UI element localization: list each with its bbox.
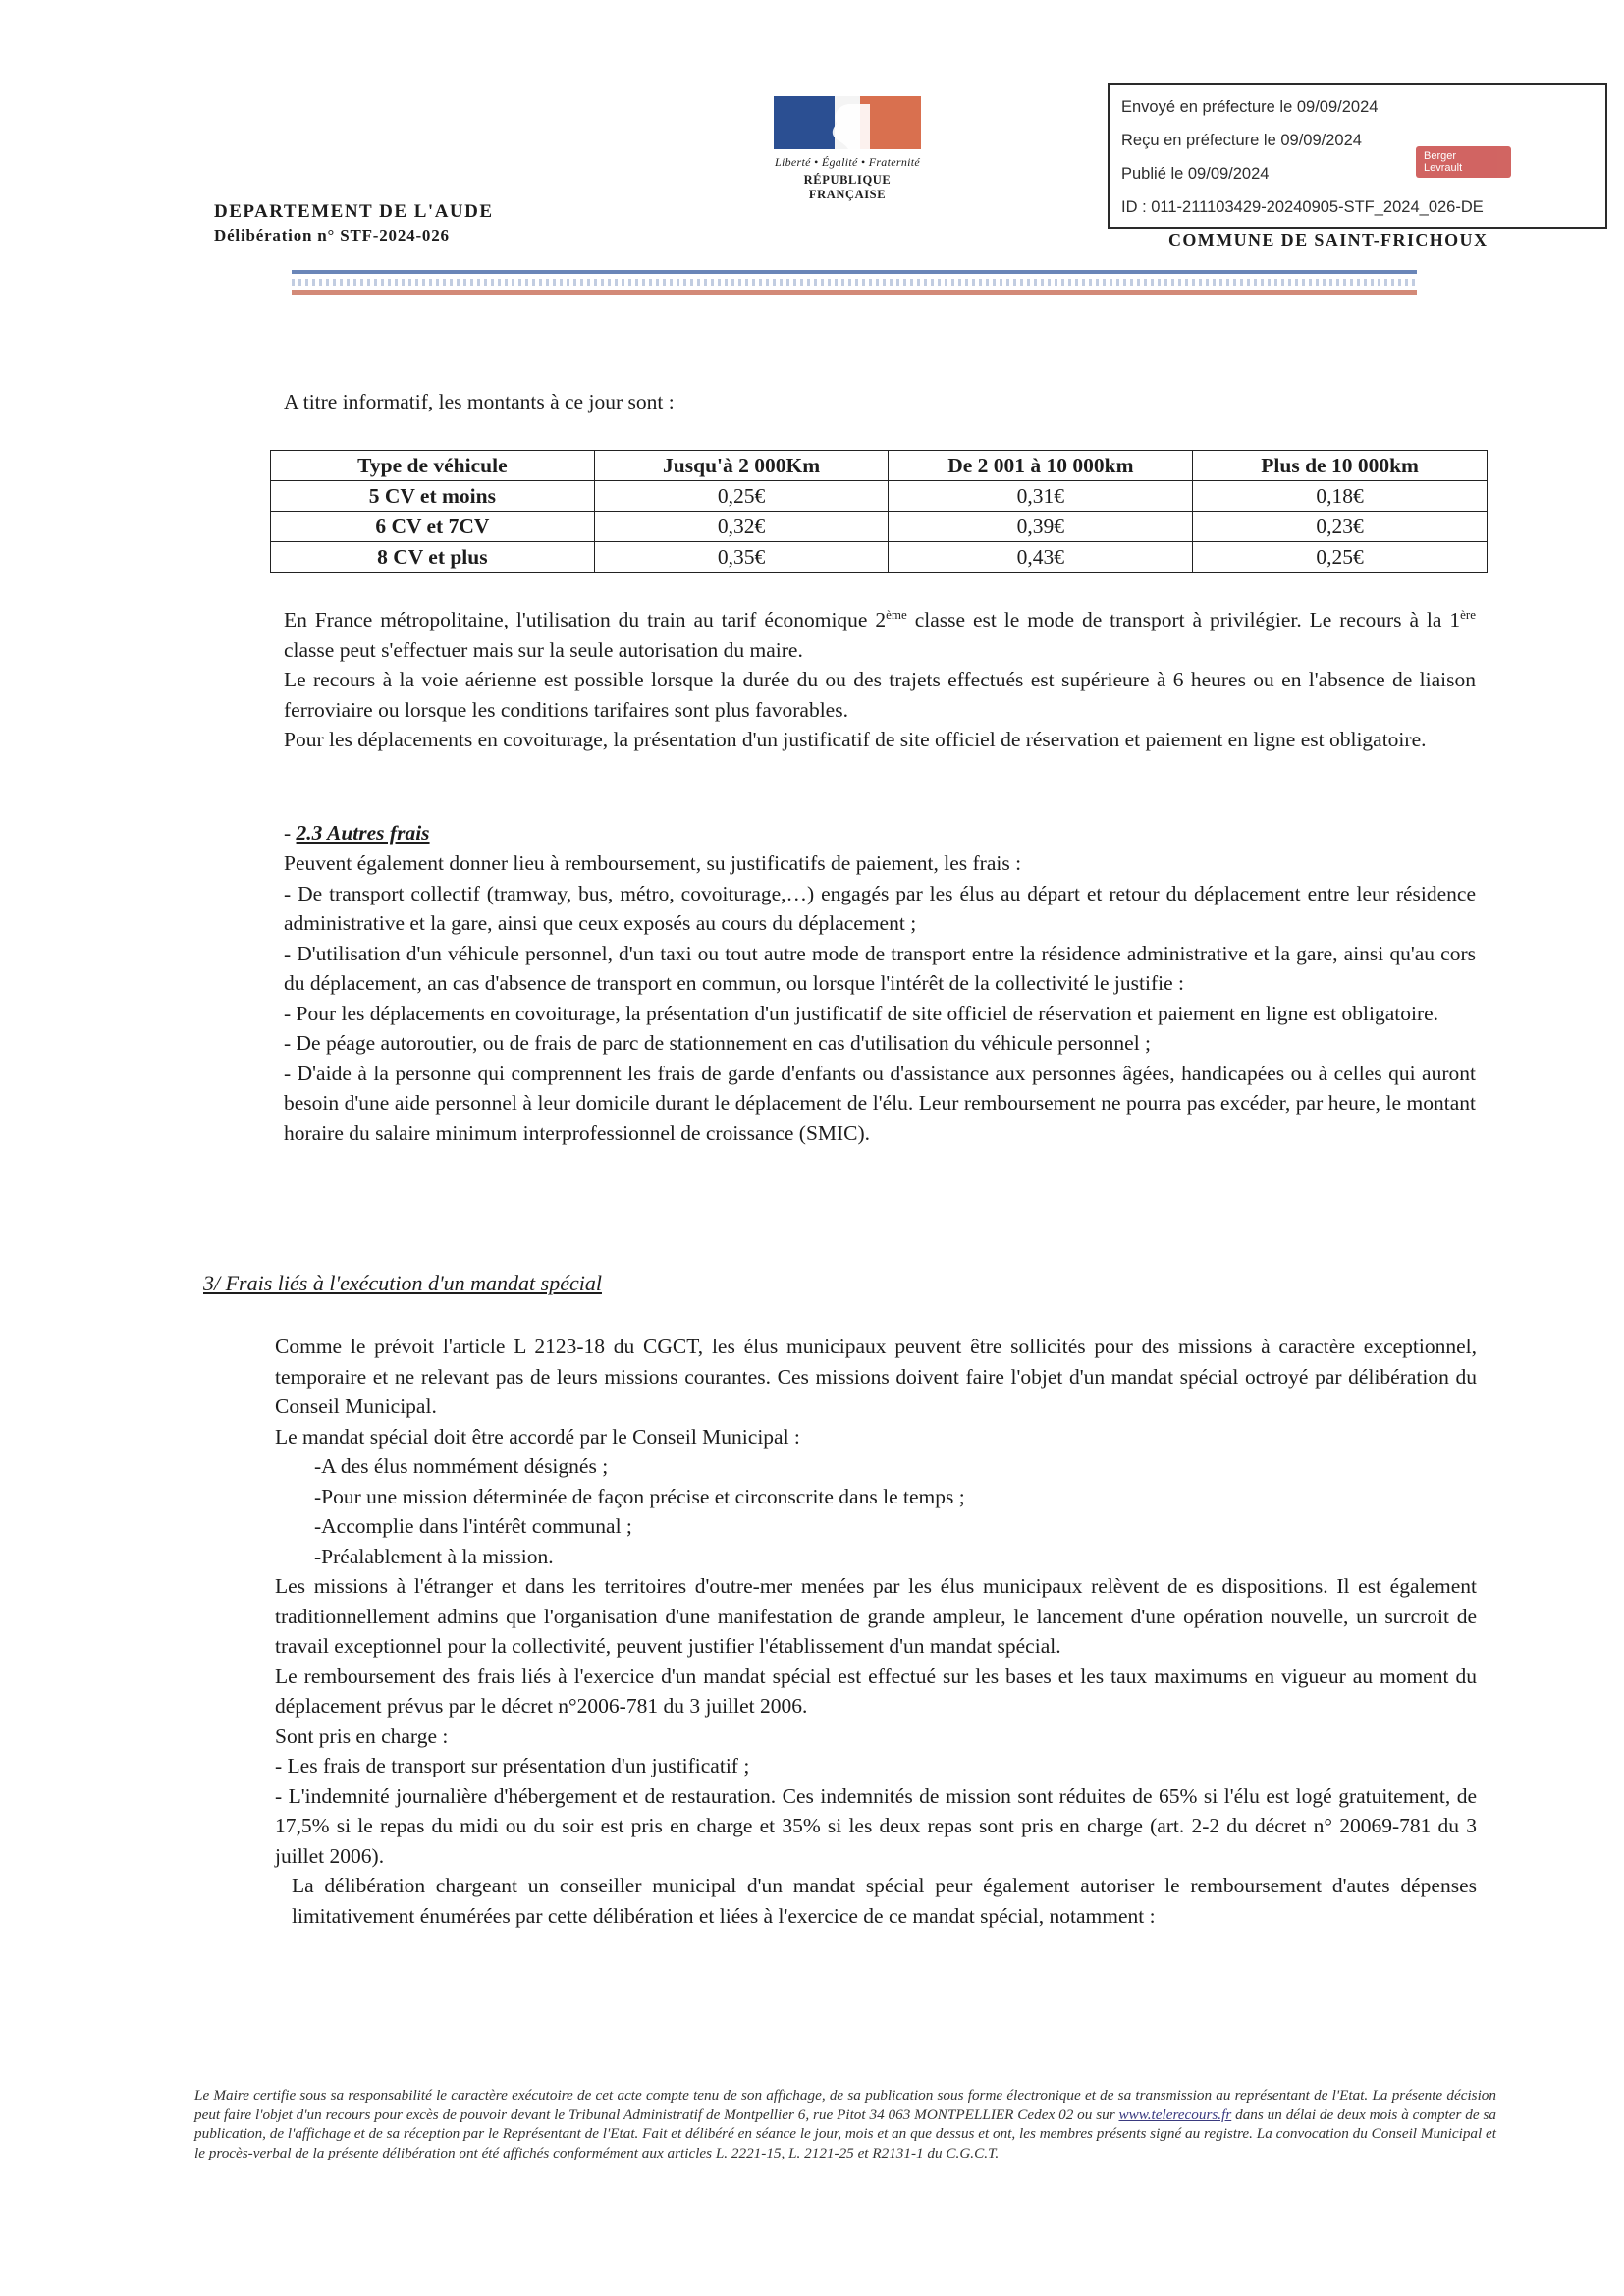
deliberation-paragraph: La délibération chargeant un conseiller municipal d'un mandat spécial peur également autoriser le remboursement d'autes dépenses limitativement énumérées par cette délibération et liées à l'exercice de ce mandat spécial, notamment : (292, 1874, 1477, 1928)
rate-cell: 0,32€ (594, 512, 889, 542)
list-item: - L'indemnité journalière d'hébergement et de restauration. Ces indemnités de mission sont réduites de 65% si l'élu est logé gratuitement, de 17,5% si le repas du midi ou du soir est pris en charge et 35% si les deux repas sont pris en charge (art. 2-2 du décret n° 20069-781 du 3 juillet 2006). (275, 1783, 1477, 1868)
section-2-3-heading (284, 818, 430, 848)
table-header-row (271, 451, 1488, 481)
heading-dash: - (284, 821, 297, 845)
marianne-flag-icon (774, 96, 921, 149)
section-2-3-intro: Peuvent également donner lieu à remboursement, su justificatifs de paiement, les frais : (284, 851, 1022, 875)
rate-cell: 0,23€ (1193, 512, 1488, 542)
logo-text-1: Berger (1424, 150, 1457, 162)
air-paragraph: Le recours à la voie aérienne est possible lorsque la durée du ou des trajets effectués est supérieure à 6 heures ou en l'absence de liaison ferroviaire ou lorsque les conditions tarifaires sont plus favorables. (284, 668, 1476, 722)
section-3-heading: 3/ Frais liés à l'exécution d'un mandat spécial (203, 1271, 602, 1295)
rate-cell: 0,43€ (889, 542, 1193, 573)
republique-francaise-logo (774, 96, 921, 202)
list-item: -Accomplie dans l'intérêt communal ; (314, 1514, 632, 1538)
table-row (271, 542, 1488, 573)
logo-text-2: Levrault (1424, 162, 1463, 174)
act-id: ID : 011-211103429-20240905-STF_2024_026-DE (1121, 198, 1484, 216)
covered-intro: Sont pris en charge : (275, 1723, 449, 1748)
list-item: - D'aide à la personne qui comprennent les frais de garde d'enfants ou d'assistance aux personnes âgées, handicapées ou à celles qui auront besoin d'une aide personnel à leur domicile durant le déplacement de l'élu. Leur remboursement ne pourra pas excéder, par heure, le montant horaire du salaire minimum interprofessionnel de croissance (SMIC). (284, 1061, 1476, 1145)
train-text-b: classe est le mode de transport à privilégier. Le recours à la 1 (906, 608, 1461, 631)
vehicle-type-cell: 6 CV et 7CV (271, 512, 595, 542)
header-vehicle-type: Type de véhicule (271, 451, 595, 481)
train-paragraph (284, 605, 1476, 665)
header-over-10000: Plus de 10 000km (1193, 451, 1488, 481)
rate-cell: 0,25€ (1193, 542, 1488, 573)
mandate-granting: Le mandat spécial doit être accordé par le Conseil Municipal : (275, 1424, 800, 1449)
reimbursement-basis: Le remboursement des frais liés à l'exercice d'un mandat spécial est effectué sur les bases et les taux maximums en vigueur au moment du déplacement prévus par le décret n°2006-781 du 3 juillet 2006. (275, 1664, 1477, 1718)
list-item: - D'utilisation d'un véhicule personnel, d'un taxi ou tout autre mode de transport entre la résidence administrative et la gare, ainsi qu'au cors du déplacement, an cas d'absence de transport en commun, ou lorsque l'intérêt de la collectivité le justifie : (284, 941, 1476, 995)
list-item: -A des élus nommément désignés ; (314, 1454, 609, 1478)
vehicle-type-cell: 5 CV et moins (271, 481, 595, 512)
superscript-ere: ère (1460, 606, 1476, 622)
header-up-to-2000: Jusqu'à 2 000Km (594, 451, 889, 481)
header-2001-10000: De 2 001 à 10 000km (889, 451, 1193, 481)
footer-text-b: dans un délai de deux mois à compter de sa publication, de l'affichage et de sa réception par le Représentant de l'Etat. Fait et délibéré en séance le jour, mois et an que dessus et ont, les membres présents signé au registre. La convocation du Conseil Municipal et le procès-verbal de la présente délibération ont été affichés conformément aux articles L. 2221-15, L. 2121-25 et R2131-1 du C.G.C.T. (194, 2105, 1496, 2161)
legal-footer (194, 2086, 1496, 2162)
list-item: - Pour les déplacements en covoiturage, la présentation d'un justificatif de site officiel de réservation et paiement en ligne est obligatoire. (284, 1001, 1439, 1025)
missions-abroad: Les missions à l'étranger et dans les territoires d'outre-mer menées par les élus municipaux relèvent de es dispositions. Il est également traditionnellement admins que l'organisation d'une manifestation de grande ampleur, le lancement d'une opération nouvelle, un surcroit de travail exceptionnel pour la collectivité, peuvent justifier l'établissement d'un mandat spécial. (275, 1574, 1477, 1658)
table-row (271, 512, 1488, 542)
footer-text-a: Le Maire certifie sous sa responsabilité le caractère exécutoire de cet acte compte tenu de son affichage, de sa publication sous forme électronique et de sa transmission au représentant de l'Etat. La présente décision peut faire l'objet d'un recours pour excès de pouvoir devant le Tribunal Administratif de Montpellier 6, rue Pitot 34 063 MONTPELLIER Cedex 02 ou sur (194, 2087, 1496, 2123)
list-item: - De transport collectif (tramway, bus, métro, covoiturage,…) engagés par les élus au départ et retour du déplacement entre leur résidence administrative et la gare, ainsi que ceux exposés au cours du déplacement ; (284, 881, 1476, 935)
section-3-body (275, 1332, 1477, 1931)
rate-cell: 0,31€ (889, 481, 1193, 512)
rates-intro: A titre informatif, les montants à ce jour sont : (284, 390, 675, 413)
republic-name: RÉPUBLIQUE FRANÇAISE (803, 173, 892, 201)
header-band-blue (292, 270, 1417, 274)
heading-text: 2.3 Autres frais (296, 821, 430, 845)
mandate-intro: Comme le prévoit l'article L 2123-18 du CGCT, les élus municipaux peuvent être sollicités pour des missions à caractère exceptionnel, temporaire et ne relevant pas de leurs missions courantes. Ces missions doivent faire l'objet d'un mandat spécial octroyé par délibération du Conseil Municipal. (275, 1335, 1477, 1418)
table-row (271, 481, 1488, 512)
prefecture-stamp (1108, 83, 1607, 229)
rate-cell: 0,18€ (1193, 481, 1488, 512)
berger-levrault-logo (1416, 146, 1511, 178)
list-item: - Les frais de transport sur présentation d'un justificatif ; (275, 1754, 750, 1777)
deliberation-number: Délibération n° STF-2024-026 (214, 226, 450, 245)
vehicle-type-cell: 8 CV et plus (271, 542, 595, 573)
train-text-c: classe peut s'effectuer mais sur la seule autorisation du maire. (284, 637, 803, 662)
telerecours-link[interactable]: www.telerecours.fr (1118, 2105, 1232, 2123)
list-item: - De péage autoroutier, ou de frais de parc de stationnement en cas d'utilisation du véhicule personnel ; (284, 1031, 1152, 1055)
received-date: Reçu en préfecture le 09/09/2024 (1121, 132, 1362, 149)
transport-paragraphs (284, 605, 1476, 755)
train-text-a: En France métropolitaine, l'utilisation du train au tarif économique 2 (284, 608, 887, 631)
carpool-paragraph: Pour les déplacements en covoiturage, la présentation d'un justificatif de site officiel de réservation et paiement en ligne est obligatoire. (284, 728, 1427, 751)
motto: Liberté • Égalité • Fraternité (774, 155, 921, 169)
section-2-3-body (284, 848, 1476, 1148)
rate-cell: 0,35€ (594, 542, 889, 573)
published-date: Publié le 09/09/2024 (1121, 165, 1270, 183)
mileage-rates-table (270, 450, 1488, 573)
list-item: -Préalablement à la mission. (314, 1544, 554, 1568)
commune-name: COMMUNE DE SAINT-FRICHOUX (1168, 230, 1489, 249)
rate-cell: 0,39€ (889, 512, 1193, 542)
list-item: -Pour une mission déterminée de façon précise et circonscrite dans le temps ; (314, 1484, 965, 1508)
header-band-pattern (292, 279, 1417, 286)
superscript-eme: ème (886, 606, 907, 622)
marianne-profile-icon (819, 100, 870, 149)
header-band-red (292, 290, 1417, 295)
department-title: DEPARTEMENT DE L'AUDE (214, 201, 494, 222)
sent-date: Envoyé en préfecture le 09/09/2024 (1121, 98, 1379, 116)
rate-cell: 0,25€ (594, 481, 889, 512)
